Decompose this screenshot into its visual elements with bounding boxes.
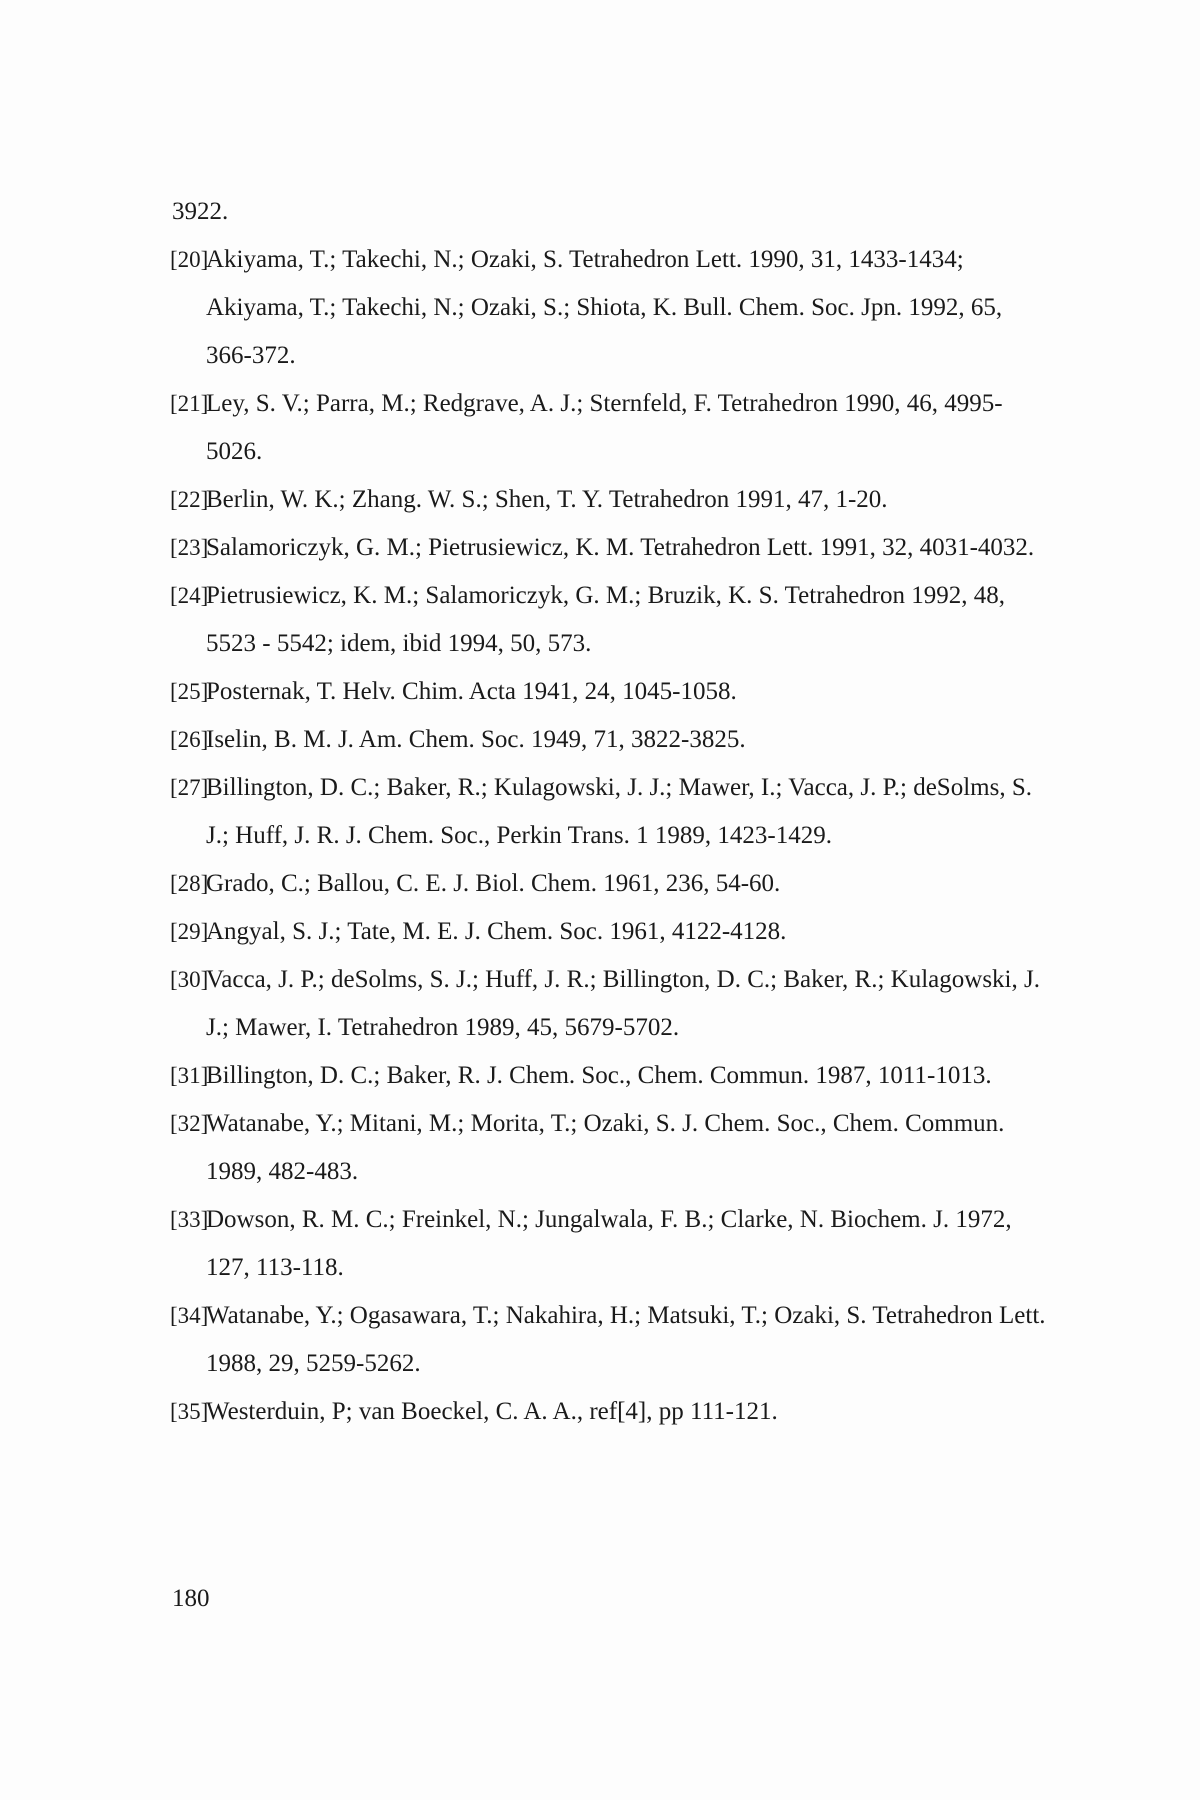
reference-text: Salamoriczyk, G. M.; Pietrusiewicz, K. M. Tetrahedron Lett. 1991, 32, 4031-4032. [206, 534, 1035, 561]
reference-23 [172, 524, 1048, 572]
reference-number: [27] [170, 775, 209, 800]
reference-33 [172, 1196, 1048, 1292]
reference-text: Vacca, J. P.; deSolms, S. J.; Huff, J. R.; Billington, D. C.; Baker, R.; Kulagowski, J. J.; Mawer, I. Tetrahedron 1989, 45, 5679-5702. [206, 966, 1040, 1041]
reference-number: [26] [170, 727, 209, 752]
reference-29 [172, 908, 1048, 956]
reference-30 [172, 956, 1048, 1052]
reference-32 [172, 1100, 1048, 1196]
reference-20 [172, 236, 1048, 380]
reference-text: Watanabe, Y.; Mitani, M.; Morita, T.; Ozaki, S. J. Chem. Soc., Chem. Commun. 1989, 482-483. [206, 1110, 1005, 1185]
reference-text: Berlin, W. K.; Zhang. W. S.; Shen, T. Y. Tetrahedron 1991, 47, 1-20. [206, 486, 888, 513]
reference-number: [22] [170, 487, 209, 512]
reference-number: [32] [170, 1111, 209, 1136]
reference-28 [172, 860, 1048, 908]
reference-text: Watanabe, Y.; Ogasawara, T.; Nakahira, H.; Matsuki, T.; Ozaki, S. Tetrahedron Lett. 1988, 29, 5259-5262. [206, 1302, 1046, 1377]
reference-number: [33] [170, 1207, 209, 1232]
reference-number: [34] [170, 1303, 209, 1328]
reference-number: [28] [170, 871, 209, 896]
reference-text: Westerduin, P; van Boeckel, C. A. A., ref[4], pp 111-121. [206, 1398, 778, 1425]
reference-35 [172, 1388, 1048, 1436]
reference-21 [172, 380, 1048, 476]
reference-number: [21] [170, 391, 209, 416]
reference-text: Dowson, R. M. C.; Freinkel, N.; Jungalwala, F. B.; Clarke, N. Biochem. J. 1972, 127, 113-118. [206, 1206, 1012, 1281]
reference-27 [172, 764, 1048, 860]
reference-list [172, 188, 1048, 1436]
page-number: 180 [172, 1585, 210, 1612]
reference-text: Akiyama, T.; Takechi, N.; Ozaki, S. Tetrahedron Lett. 1990, 31, 1433-1434; Akiyama, T.; Takechi, N.; Ozaki, S.; Shiota, K. Bull. Chem. Soc. Jpn. 1992, 65, 366-372. [206, 246, 1003, 369]
reference-number: [31] [170, 1063, 209, 1088]
reference-text: Billington, D. C.; Baker, R.; Kulagowski, J. J.; Mawer, I.; Vacca, J. P.; deSolms, S. J.; Huff, J. R. J. Chem. Soc., Perkin Trans. 1 1989, 1423-1429. [206, 774, 1032, 849]
reference-number: [29] [170, 919, 209, 944]
reference-24 [172, 572, 1048, 668]
reference-25 [172, 668, 1048, 716]
reference-text: Iselin, B. M. J. Am. Chem. Soc. 1949, 71, 3822-3825. [206, 726, 746, 753]
reference-number: [23] [170, 535, 209, 560]
reference-number: [35] [170, 1399, 209, 1424]
reference-number: [24] [170, 583, 209, 608]
reference-text: Pietrusiewicz, K. M.; Salamoriczyk, G. M.; Bruzik, K. S. Tetrahedron 1992, 48, 5523 - 5542; idem, ibid 1994, 50, 573. [206, 582, 1006, 657]
reference-31 [172, 1052, 1048, 1100]
reference-number: [20] [170, 247, 209, 272]
reference-text: Posternak, T. Helv. Chim. Acta 1941, 24, 1045-1058. [206, 678, 737, 705]
reference-text: Ley, S. V.; Parra, M.; Redgrave, A. J.; Sternfeld, F. Tetrahedron 1990, 46, 4995-5026. [206, 390, 1003, 465]
reference-22 [172, 476, 1048, 524]
reference-text: Grado, C.; Ballou, C. E. J. Biol. Chem. 1961, 236, 54-60. [206, 870, 781, 897]
reference-34 [172, 1292, 1048, 1388]
reference-26 [172, 716, 1048, 764]
reference-number: [30] [170, 967, 209, 992]
reference-text: Billington, D. C.; Baker, R. J. Chem. Soc., Chem. Commun. 1987, 1011-1013. [206, 1062, 992, 1089]
reference-number: [25] [170, 679, 209, 704]
continuation-text: 3922. [172, 198, 229, 225]
reference-text: Angyal, S. J.; Tate, M. E. J. Chem. Soc. 1961, 4122-4128. [206, 918, 787, 945]
